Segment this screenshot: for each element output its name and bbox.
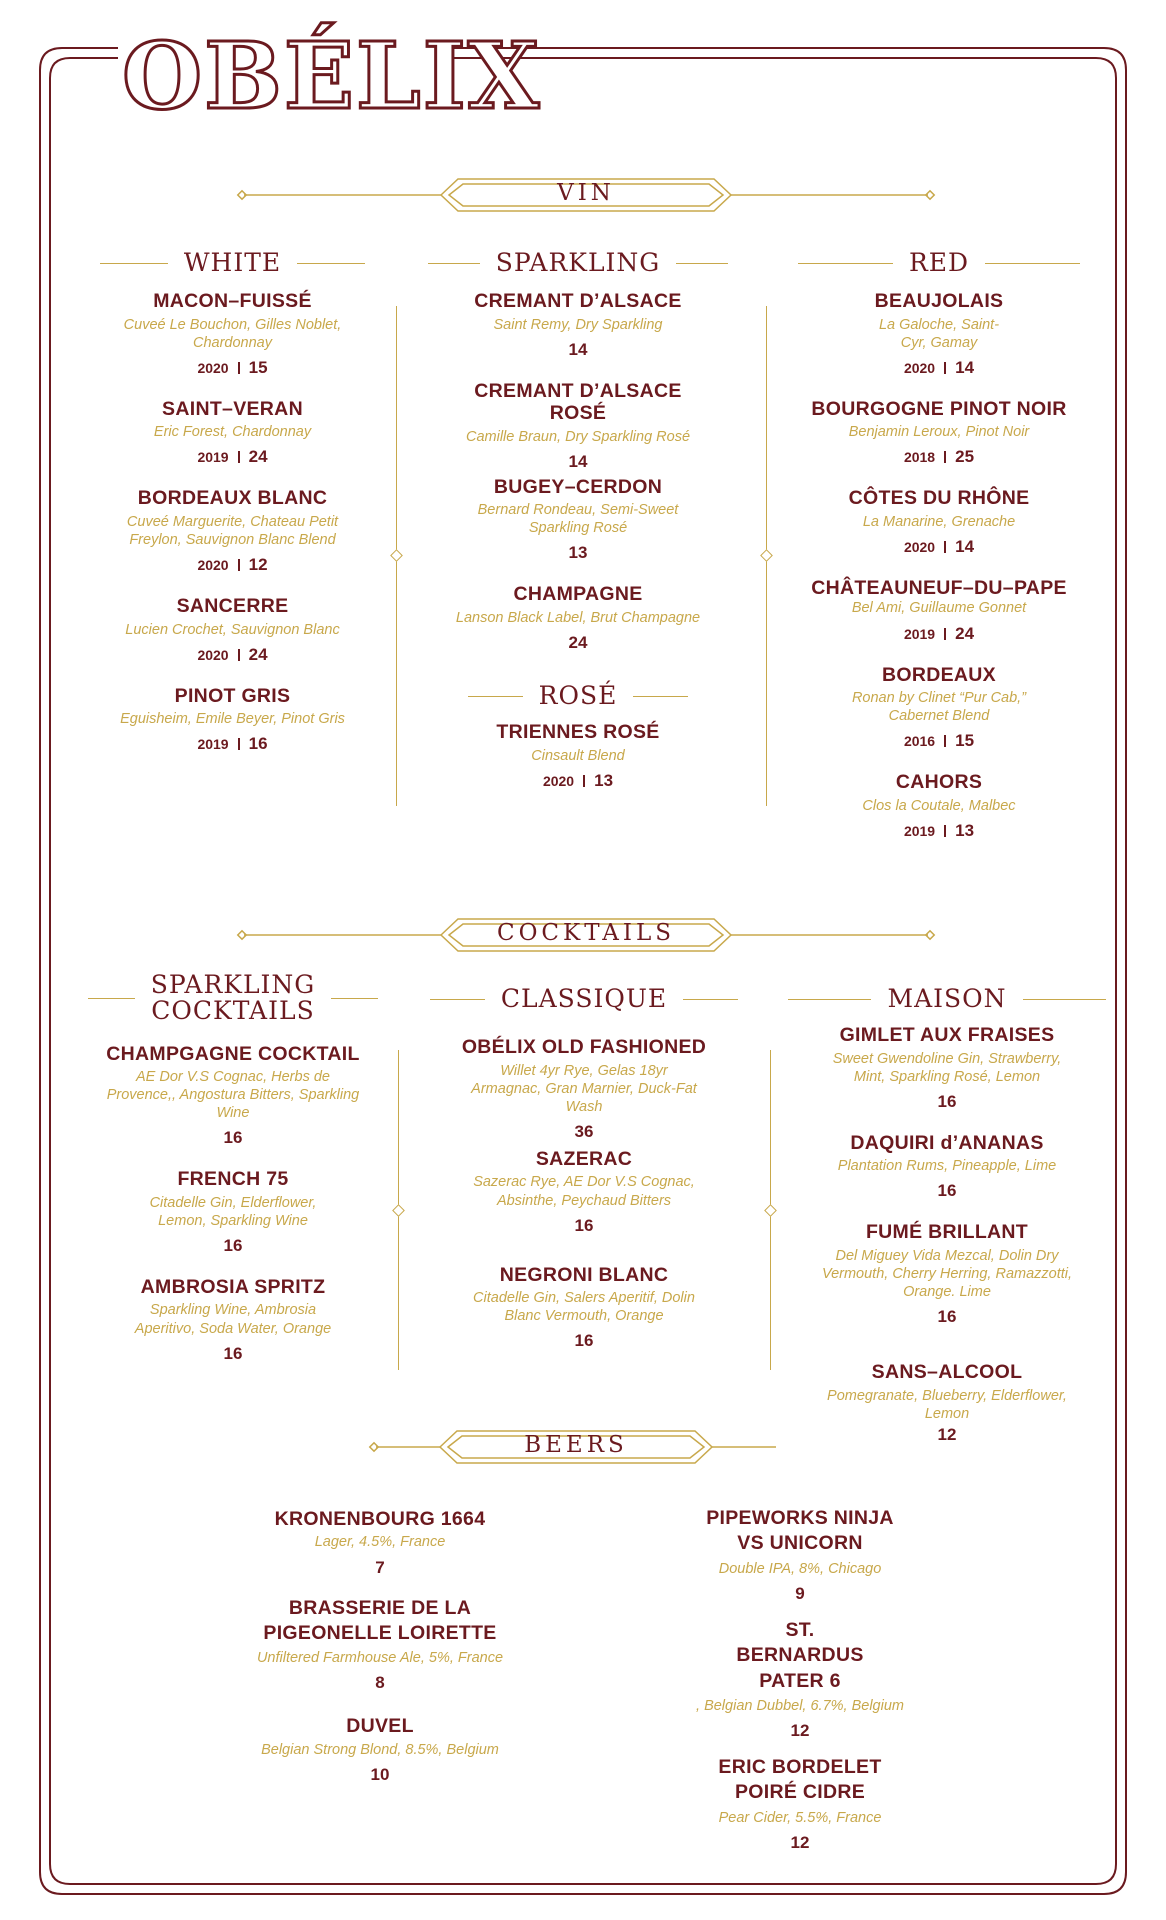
item-description: Sazerac Rye, AE Dor V.S Cognac, Absinthe, Peychaud Bitters bbox=[473, 1174, 695, 1209]
item-name: BUGEY–CERDON bbox=[493, 475, 663, 498]
item-price bbox=[100, 645, 365, 665]
item-price bbox=[798, 358, 1080, 378]
item-description: Benjamin Leroux, Pinot Noir bbox=[848, 424, 1030, 441]
beers-left-column bbox=[200, 1508, 560, 1785]
heading-line-2: COCKTAILS bbox=[151, 996, 315, 1026]
item-price: 12 bbox=[790, 1832, 810, 1852]
item-name: FUMÉ BRILLANT bbox=[865, 1221, 1029, 1244]
item-name: BRASSERIE DE LA PIGEONELLE LOIRETTE bbox=[263, 1596, 497, 1644]
logo-text: OBÉLIX bbox=[122, 22, 542, 130]
item-year: 2019 bbox=[197, 449, 229, 466]
item-price bbox=[798, 624, 1080, 644]
item-name: BOURGOGNE PINOT NOIR bbox=[811, 397, 1067, 420]
item-price: 36 bbox=[574, 1122, 594, 1142]
heading-line-1: SPARKLING bbox=[150, 970, 316, 999]
item-price: 13 bbox=[568, 543, 588, 563]
list-item bbox=[788, 1024, 1106, 1112]
list-item bbox=[430, 1148, 738, 1236]
item-name: CÔTES DU RHÔNE bbox=[848, 487, 1030, 510]
item-name: CHAMPAGNE bbox=[513, 583, 643, 606]
list-item bbox=[100, 685, 365, 755]
list-item bbox=[650, 1506, 950, 1604]
list-item bbox=[430, 1264, 738, 1352]
item-price: 16 bbox=[223, 1128, 243, 1148]
item-price bbox=[798, 821, 1080, 841]
column-heading bbox=[100, 250, 365, 276]
column-heading bbox=[798, 250, 1080, 276]
heading-sparkling-cocktails bbox=[135, 972, 332, 1025]
list-item bbox=[428, 290, 728, 360]
item-description: Belgian Strong Blond, 8.5%, Belgium bbox=[261, 1741, 499, 1758]
list-item bbox=[788, 1221, 1106, 1327]
item-name: ERIC BORDELET POIRÉ CIDRE bbox=[718, 1755, 882, 1804]
item-name: CHAMPGAGNE COCKTAIL bbox=[106, 1042, 360, 1065]
item-description: Saint Remy, Dry Sparkling bbox=[493, 316, 663, 333]
list-item bbox=[100, 595, 365, 665]
item-price: 8 bbox=[375, 1673, 385, 1693]
item-name: GIMLET AUX FRAISES bbox=[839, 1024, 1055, 1047]
item-price bbox=[100, 447, 365, 467]
list-item bbox=[798, 664, 1080, 752]
column-heading bbox=[788, 986, 1106, 1012]
list-item bbox=[200, 1715, 560, 1785]
item-description: Citadelle Gin, Elderflower, Lemon, Sparkling Wine bbox=[149, 1194, 317, 1229]
item-price bbox=[100, 555, 365, 575]
section-banner-beers bbox=[368, 1428, 784, 1466]
item-name: SAZERAC bbox=[535, 1148, 633, 1171]
item-name: CREMANT D’ALSACE ROSÉ bbox=[474, 379, 682, 425]
item-description: Camille Braun, Dry Sparkling Rosé bbox=[465, 428, 691, 445]
column-heading bbox=[430, 986, 738, 1012]
item-description: Pear Cider, 5.5%, France bbox=[718, 1809, 882, 1826]
item-price bbox=[428, 771, 728, 791]
wine-sparkling-column bbox=[428, 250, 728, 791]
item-description: , Belgian Dubbel, 6.7%, Belgium bbox=[696, 1697, 904, 1714]
section-title-vin: VIN bbox=[557, 180, 615, 206]
item-price-value: 12 bbox=[248, 555, 268, 575]
item-name: CHÂTEAUNEUF–DU–PAPE bbox=[811, 577, 1067, 600]
item-price: 24 bbox=[568, 632, 588, 652]
item-description: La Manarine, Grenache bbox=[862, 513, 1016, 530]
item-price-value: 24 bbox=[955, 623, 975, 643]
cocktails-maison-column bbox=[788, 986, 1106, 1445]
item-year: 2020 bbox=[903, 359, 936, 376]
item-price: 16 bbox=[937, 1091, 957, 1111]
item-name: DUVEL bbox=[346, 1715, 414, 1738]
item-price: 16 bbox=[223, 1343, 243, 1363]
heading-red: RED bbox=[908, 248, 970, 277]
item-price-value: 16 bbox=[248, 734, 268, 754]
list-item bbox=[88, 1168, 378, 1256]
list-item bbox=[798, 577, 1080, 644]
item-description: Bernard Rondeau, Semi-Sweet Sparkling Rosé bbox=[477, 502, 679, 537]
heading-white: WHITE bbox=[183, 248, 282, 277]
item-year: 2020 bbox=[903, 539, 936, 556]
item-description: Sweet Gwendoline Gin, Strawberry, Mint, Sparkling Rosé, Lemon bbox=[832, 1050, 1062, 1085]
item-price-value: 13 bbox=[955, 820, 975, 840]
item-name: OBÉLIX OLD FASHIONED bbox=[461, 1036, 707, 1059]
item-name: CAHORS bbox=[895, 771, 983, 794]
list-item bbox=[798, 290, 1080, 378]
item-name: SANS–ALCOOL bbox=[871, 1361, 1023, 1384]
item-price-value: 13 bbox=[594, 770, 614, 790]
list-item bbox=[100, 487, 365, 575]
item-price-value: 25 bbox=[955, 447, 975, 467]
heading-classique: CLASSIQUE bbox=[500, 984, 668, 1013]
item-description: Del Miguey Vida Mezcal, Dolin Dry Vermouth, Cherry Herring, Ramazzotti, Orange. Lime bbox=[821, 1247, 1073, 1301]
list-item bbox=[428, 380, 728, 472]
item-name: AMBROSIA SPRITZ bbox=[140, 1275, 326, 1298]
item-description: Plantation Rums, Pineapple, Lime bbox=[837, 1158, 1057, 1175]
list-item bbox=[88, 1276, 378, 1364]
item-description: Double IPA, 8%, Chicago bbox=[718, 1560, 882, 1577]
item-price: 12 bbox=[937, 1424, 957, 1444]
item-description: Ronan by Clinet “Pur Cab,” Cabernet Blend bbox=[851, 689, 1027, 725]
item-price: 16 bbox=[937, 1181, 957, 1201]
wine-red-column bbox=[798, 250, 1080, 841]
item-description: Pomegranate, Blueberry, Elderflower, Lemon bbox=[827, 1387, 1067, 1422]
item-price bbox=[100, 734, 365, 754]
obelix-logo bbox=[120, 22, 542, 130]
list-item bbox=[88, 1043, 378, 1149]
list-item bbox=[200, 1508, 560, 1578]
item-price: 16 bbox=[574, 1331, 594, 1351]
item-year: 2016 bbox=[903, 733, 936, 750]
item-description: Lanson Black Label, Brut Champagne bbox=[455, 609, 701, 626]
item-price bbox=[798, 731, 1080, 751]
beers-right-column bbox=[650, 1506, 950, 1853]
item-price: 10 bbox=[370, 1764, 390, 1784]
cocktails-classique-column bbox=[430, 986, 738, 1351]
item-price-value: 24 bbox=[248, 447, 268, 467]
item-name: PINOT GRIS bbox=[174, 684, 291, 707]
section-title-cocktails: COCKTAILS bbox=[496, 920, 676, 946]
list-item bbox=[798, 487, 1080, 557]
item-price: 16 bbox=[937, 1307, 957, 1327]
item-price-value: 15 bbox=[248, 357, 268, 377]
list-item bbox=[430, 1036, 738, 1142]
item-price: 14 bbox=[568, 451, 588, 471]
list-item bbox=[650, 1618, 950, 1741]
item-price-value: 15 bbox=[955, 731, 975, 751]
item-name: SANCERRE bbox=[176, 595, 289, 618]
list-item bbox=[788, 1361, 1106, 1445]
list-item bbox=[100, 398, 365, 468]
item-description: Cuveé Marguerite, Chateau Petit Freylon, Sauvignon Blanc Blend bbox=[126, 513, 339, 549]
list-item bbox=[100, 290, 365, 378]
item-name: TRIENNES ROSÉ bbox=[496, 721, 660, 744]
item-description: Citadelle Gin, Salers Aperitif, Dolin Blanc Vermouth, Orange bbox=[473, 1290, 695, 1325]
item-year: 2020 bbox=[197, 557, 229, 574]
heading-sparkling: SPARKLING bbox=[495, 248, 661, 277]
item-year: 2020 bbox=[197, 646, 229, 663]
item-description: Clos la Coutale, Malbec bbox=[862, 797, 1016, 814]
item-price bbox=[100, 358, 365, 378]
item-year: 2018 bbox=[903, 449, 936, 466]
item-price-value: 14 bbox=[955, 357, 975, 377]
list-item bbox=[798, 398, 1080, 468]
item-price-value: 14 bbox=[955, 537, 975, 557]
item-year: 2019 bbox=[903, 822, 936, 839]
item-name: MACON–FUISSÉ bbox=[153, 290, 312, 313]
item-description: Cuveé Le Bouchon, Gilles Noblet, Chardonnay bbox=[123, 316, 342, 351]
list-item bbox=[428, 721, 728, 791]
item-description: Cinsault Blend bbox=[531, 747, 625, 764]
item-description: Eguisheim, Emile Beyer, Pinot Gris bbox=[120, 711, 345, 728]
item-description: AE Dor V.S Cognac, Herbs de Provence,, Angostura Bitters, Sparkling Wine bbox=[106, 1068, 360, 1122]
item-price: 14 bbox=[568, 339, 588, 359]
list-item bbox=[200, 1596, 560, 1694]
item-description: Eric Forest, Chardonnay bbox=[153, 424, 312, 441]
heading-maison: MAISON bbox=[887, 984, 1007, 1013]
item-name: DAQUIRI d’ANANAS bbox=[850, 1131, 1044, 1154]
item-name: BEAUJOLAIS bbox=[874, 290, 1004, 313]
item-price-value: 24 bbox=[248, 644, 268, 664]
item-name: BORDEAUX BLANC bbox=[137, 487, 328, 510]
section-banner-cocktails bbox=[236, 916, 936, 954]
list-item bbox=[650, 1755, 950, 1853]
item-description: Lucien Crochet, Sauvignon Blanc bbox=[125, 621, 340, 638]
item-name: SAINT–VERAN bbox=[162, 397, 303, 420]
list-item bbox=[798, 771, 1080, 841]
section-banner-vin bbox=[236, 176, 936, 214]
item-price bbox=[798, 537, 1080, 557]
item-price: 7 bbox=[375, 1557, 385, 1577]
column-heading bbox=[428, 250, 728, 276]
item-year: 2019 bbox=[197, 736, 229, 753]
item-name: FRENCH 75 bbox=[177, 1168, 289, 1191]
list-item bbox=[788, 1132, 1106, 1202]
item-price: 9 bbox=[795, 1583, 805, 1603]
item-name: CREMANT D’ALSACE bbox=[474, 290, 682, 313]
item-name: PIPEWORKS NINJA VS UNICORN bbox=[706, 1507, 894, 1555]
item-year: 2020 bbox=[197, 359, 229, 376]
list-item bbox=[428, 476, 728, 564]
item-description: Willet 4yr Rye, Gelas 18yr Armagnac, Gran Marnier, Duck-Fat Wash bbox=[471, 1062, 697, 1115]
section-title-beers: BEERS bbox=[524, 1432, 628, 1458]
item-description: La Galoche, Saint-Cyr, Gamay bbox=[878, 316, 1000, 351]
item-description: Sparkling Wine, Ambrosia Aperitivo, Soda Water, Orange bbox=[134, 1302, 332, 1337]
list-item bbox=[428, 583, 728, 653]
item-price: 16 bbox=[223, 1235, 243, 1255]
item-description: Unfiltered Farmhouse Ale, 5%, France bbox=[256, 1650, 504, 1667]
cocktails-sparkling-column bbox=[88, 972, 378, 1364]
column-heading bbox=[468, 680, 688, 710]
item-year: 2019 bbox=[903, 625, 936, 642]
item-name: NEGRONI BLANC bbox=[499, 1263, 669, 1286]
item-name: BORDEAUX bbox=[882, 663, 996, 686]
item-year: 2020 bbox=[542, 772, 575, 789]
column-heading bbox=[88, 972, 378, 1025]
item-name: KRONENBOURG 1664 bbox=[274, 1508, 486, 1530]
item-description: Bel Ami, Guillaume Gonnet bbox=[851, 600, 1027, 617]
heading-rose: ROSÉ bbox=[538, 680, 618, 710]
wine-white-column bbox=[100, 250, 365, 754]
item-name: ST. BERNARDUS PATER 6 bbox=[736, 1618, 864, 1692]
item-description: Lager, 4.5%, France bbox=[314, 1534, 446, 1551]
item-price bbox=[798, 447, 1080, 467]
item-price: 16 bbox=[574, 1215, 594, 1235]
item-price: 12 bbox=[790, 1720, 810, 1740]
